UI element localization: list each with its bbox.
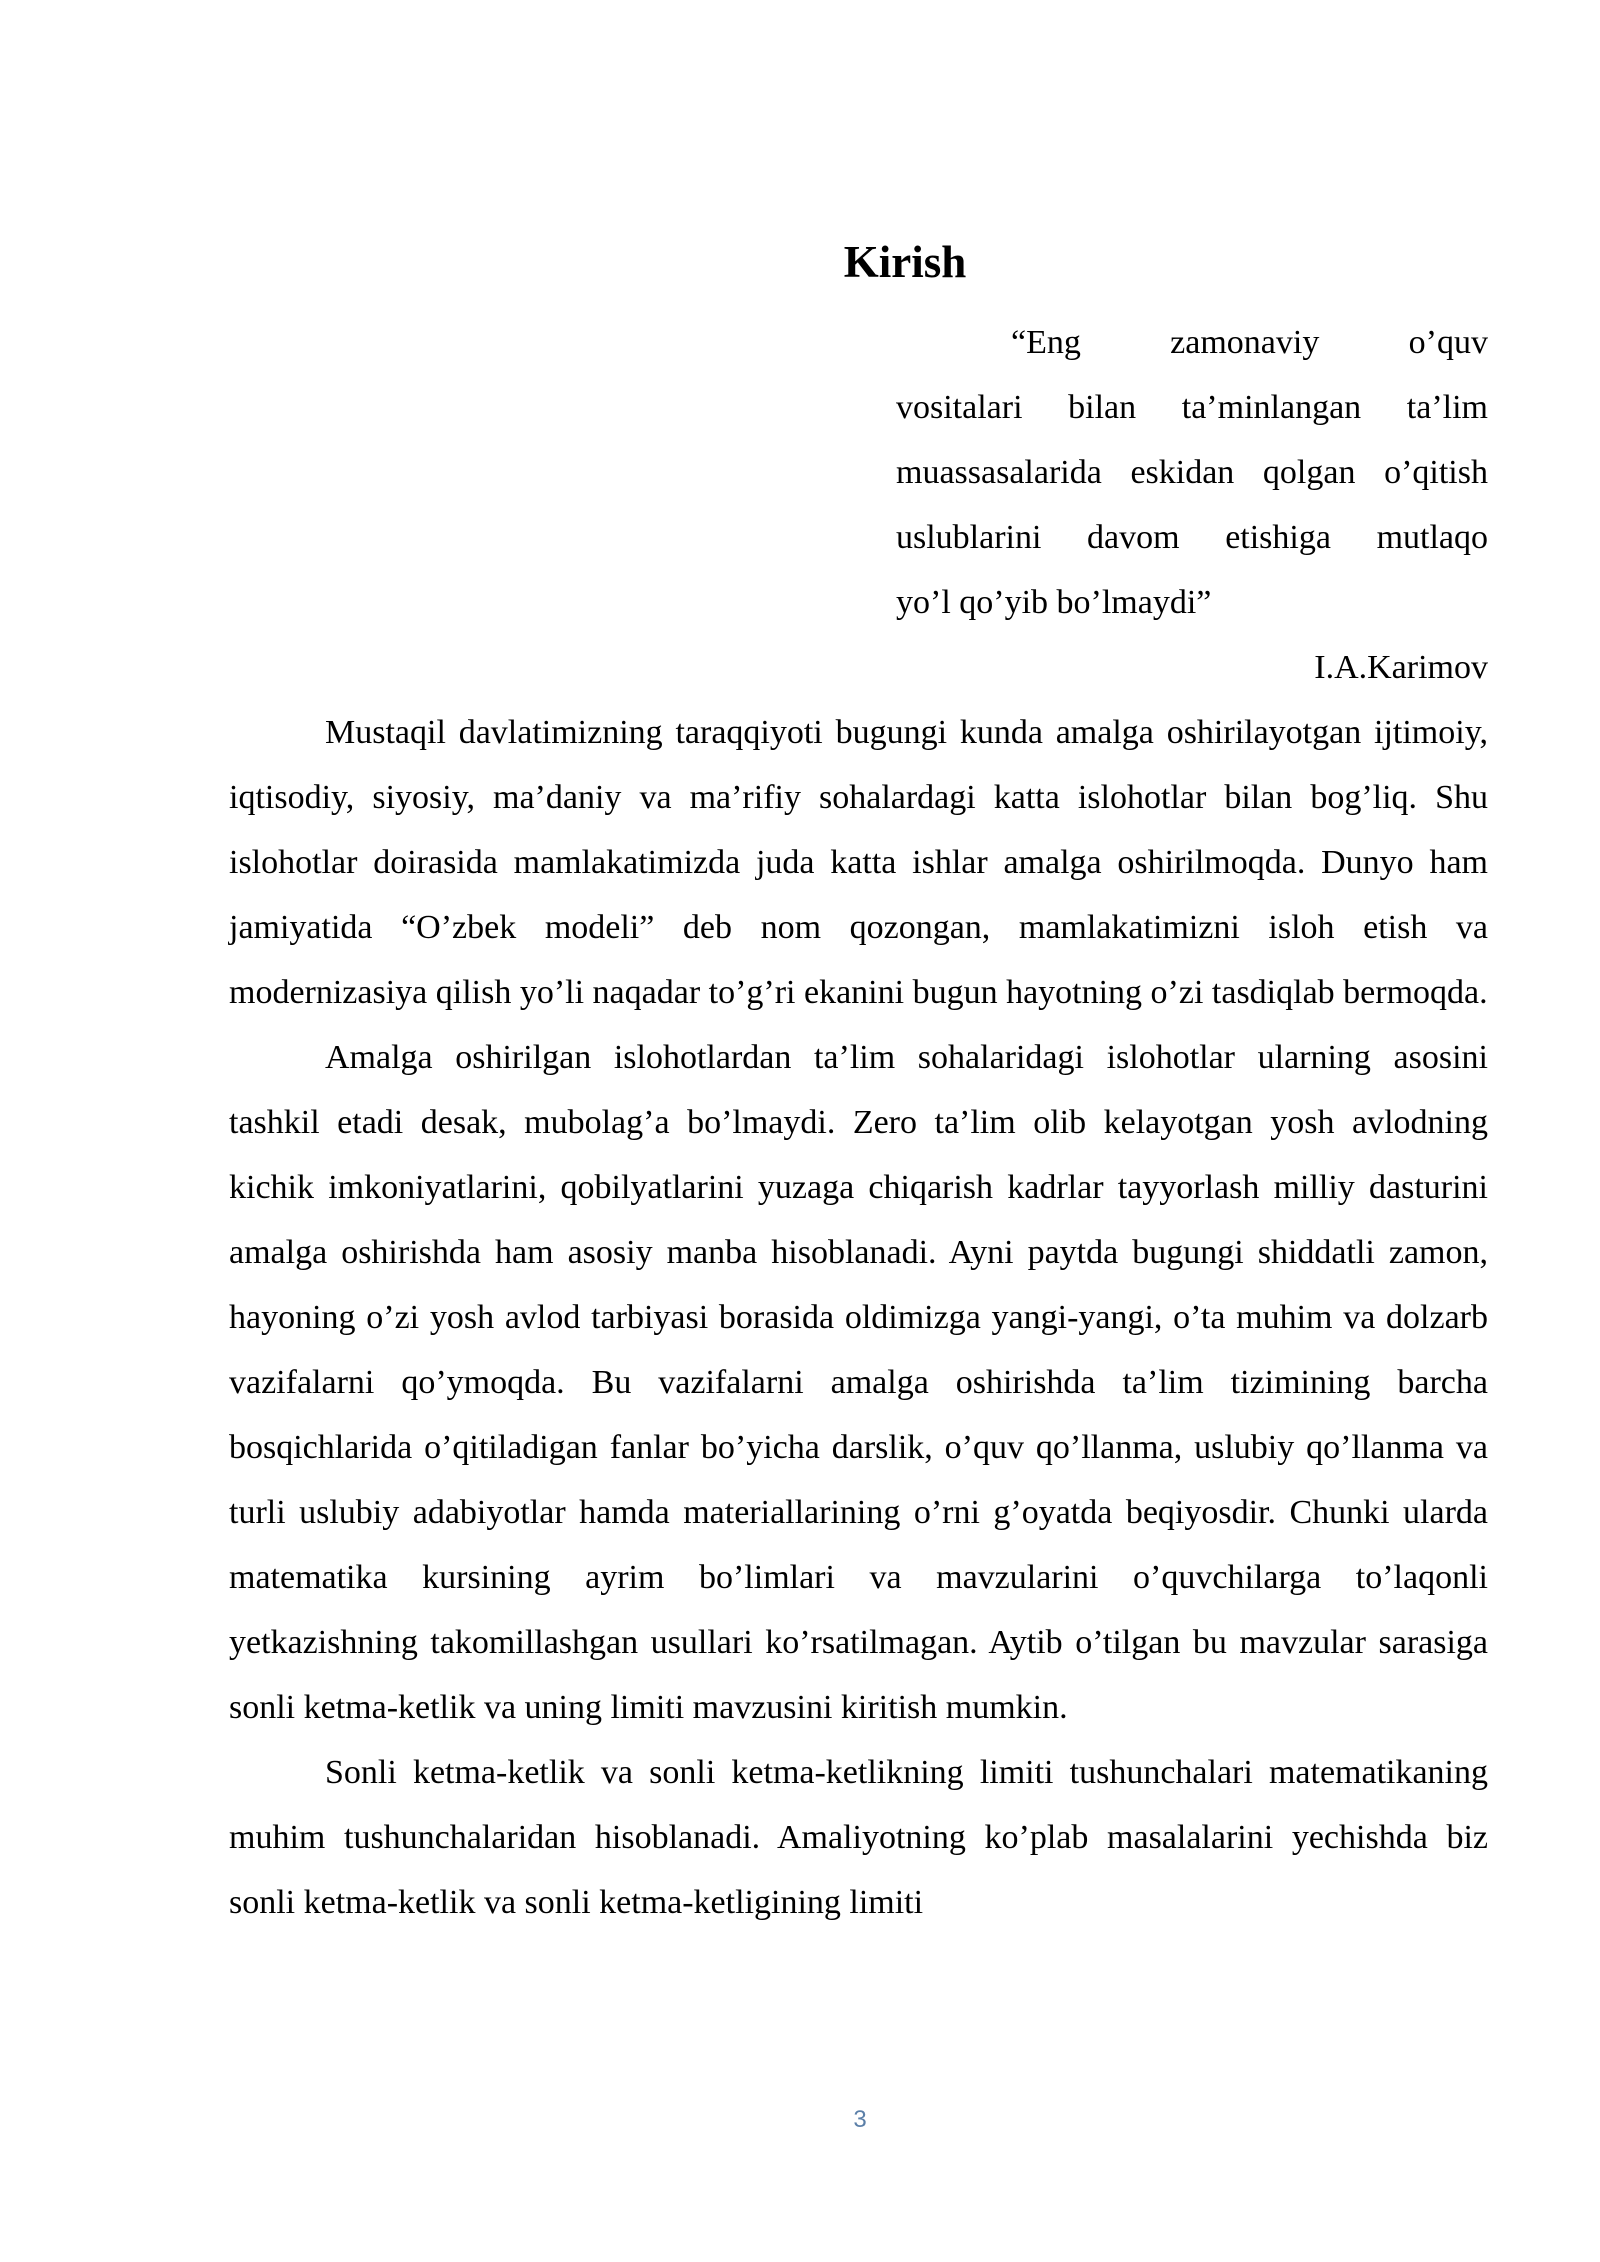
epigraph-line: muassasalarida eskidan qolgan o’qitish bbox=[896, 454, 1488, 491]
epigraph-line: vositalari bilan ta’minlangan ta’lim bbox=[896, 389, 1488, 426]
epigraph-line: uslublarini davom etishiga mutlaqo bbox=[896, 519, 1488, 556]
paragraph: Amalga oshirilgan islohotlardan ta’lim sohalaridagi islohotlar ularning asosini tashkil etadi desak, mubolag’a bo’lmaydi. Zero ta’lim olib kelayotgan yosh avlodning kichik imkoniyatlarini, qobilyatlarini yuzaga chiqarish kadrlar tayyorlash milliy dasturini amalga oshirishda ham asosiy manba hisoblanadi. Ayni paytda bugungi shiddatli zamon, hayoning o’zi yosh avlod tarbiyasi borasida oldimizga yangi-yangi, o’ta muhim va dolzarb vazifalarni qo’ymoqda. Bu vazifalarni amalga oshirishda ta’lim tizimining barcha bosqichlarida o’qitiladigan fanlar bo’yicha darslik, o’quv qo’llanma, uslubiy qo’llanma va turli uslubiy adabiyotlar hamda materiallarining o’rni g’oyatda beqiyosdir. Chunki ularda matematika kursining ayrim bo’limlari va mavzularini o’quvchilarga to’laqonli yetkazishning takomillashgan usullari ko’rsatilmagan. Aytib o’tilgan bu mavzular sarasiga sonli ketma-ketlik va uning limiti mavzusini kiritish mumkin. bbox=[229, 1039, 1488, 1726]
page-number: 3 bbox=[853, 2106, 867, 2133]
body-text bbox=[229, 700, 1488, 1935]
paragraph: Mustaqil davlatimizning taraqqiyoti bugungi kunda amalga oshirilayotgan ijtimoiy, iqtisodiy, siyosiy, ma’daniy va ma’rifiy sohalardagi katta islohotlar bilan bog’liq. Shu islohotlar doirasida mamlakatimizda juda katta ishlar amalga oshirilmoqda. Dunyo ham jamiyatida “O’zbek modeli” deb nom qozongan, mamlakatimizni isloh etish va modernizasiya qilish yo’li naqadar to’g’ri ekanini bugun hayotning o’zi tasdiqlab bermoqda. bbox=[229, 714, 1488, 1011]
epigraph-line: “Eng zamonaviy o’quv bbox=[1011, 324, 1488, 361]
epigraph-quote bbox=[896, 310, 1488, 635]
epigraph-author: I.A.Karimov bbox=[1314, 649, 1488, 686]
epigraph-line: yo’l qo’yib bo’lmaydi” bbox=[896, 584, 1212, 621]
page-title: Kirish bbox=[843, 237, 967, 287]
paragraph: Sonli ketma-ketlik va sonli ketma-ketlikning limiti tushunchalari matematikaning muhim tushunchalaridan hisoblanadi. Amaliyotning ko’plab masalalarini yechishda biz sonli ketma-ketlik va sonli ketma-ketligining limiti bbox=[229, 1754, 1488, 1921]
